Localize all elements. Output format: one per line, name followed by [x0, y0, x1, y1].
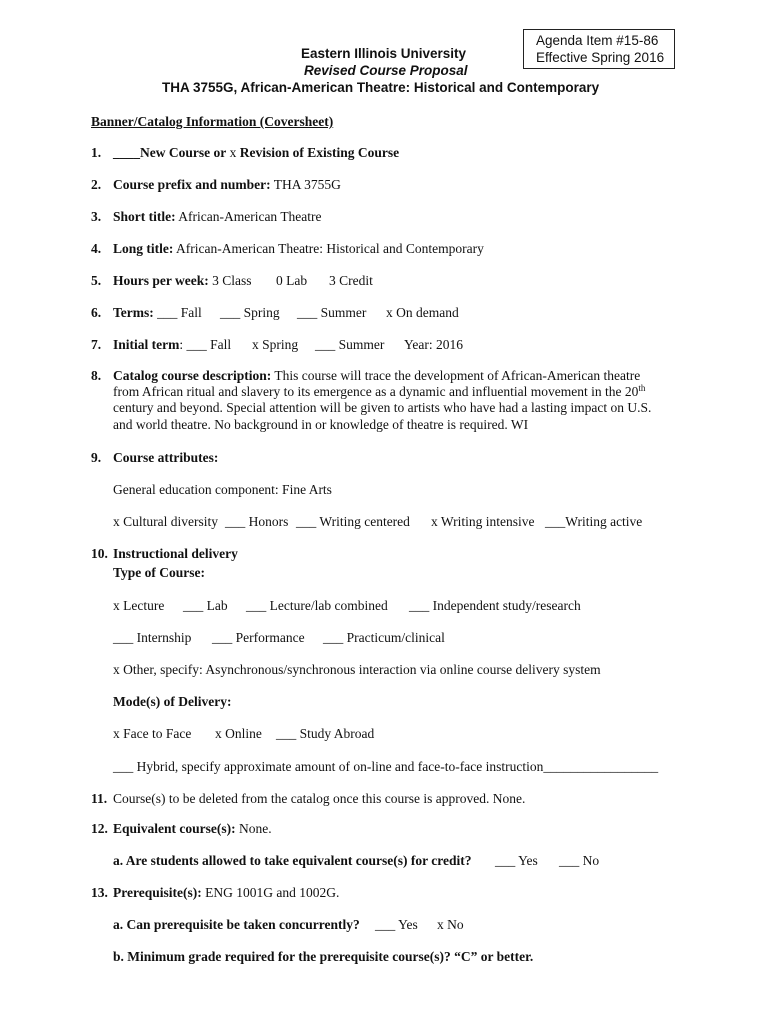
proposal-title: Revised Course Proposal: [304, 63, 468, 78]
equivalent-courses: Equivalent course(s): None.: [113, 821, 272, 836]
item-course-prefix: Course prefix and number: THA 3755G: [113, 177, 341, 192]
terms-summer: ___ Summer: [297, 305, 367, 320]
item-new-or-revision: ____New Course or x Revision of Existing Course: [113, 145, 400, 160]
university-name: Eastern Illinois University: [301, 46, 467, 61]
modes-of-delivery-label: Mode(s) of Delivery:: [113, 694, 232, 709]
equivalent-credit-no: ___ No: [559, 853, 600, 868]
mode-online: x Online: [215, 726, 262, 741]
terms-spring: ___ Spring: [220, 305, 280, 320]
mode-study-abroad: ___ Study Abroad: [276, 726, 375, 741]
course-attributes-label: Course attributes:: [113, 450, 219, 465]
type-of-course-label: Type of Course:: [113, 565, 205, 580]
item-number: 9.: [91, 450, 102, 465]
type-performance: ___ Performance: [212, 630, 305, 645]
item-hours-label: Hours per week: 3 Class: [113, 273, 252, 288]
attr-writing-intensive: x Writing intensive: [431, 514, 535, 529]
prereq-concurrent-no: x No: [437, 917, 464, 932]
terms-on-demand: x On demand: [386, 305, 459, 320]
item-number: 11.: [91, 791, 108, 806]
initial-term-year: Year: 2016: [404, 337, 464, 352]
item-short-title: Short title: African-American Theatre: [113, 209, 322, 224]
hours-lab: 0 Lab: [276, 273, 308, 288]
type-lab: ___ Lab: [183, 598, 228, 613]
mode-hybrid: ___ Hybrid, specify approximate amount of on-line and face-to-face instruction_________________: [113, 759, 659, 774]
agenda-box: [523, 29, 675, 69]
type-lecture-lab: ___ Lecture/lab combined: [246, 598, 388, 613]
item-number: 13.: [91, 885, 108, 900]
initial-term-summer: ___ Summer: [315, 337, 385, 352]
item-number: 2.: [91, 177, 102, 192]
item-number: 12.: [91, 821, 108, 836]
attr-cultural-diversity: x Cultural diversity: [113, 514, 218, 529]
type-independent-study: ___ Independent study/research: [409, 598, 581, 613]
type-other: x Other, specify: Asynchronous/synchronous interaction via online course delivery system: [113, 662, 601, 677]
equivalent-credit-question: a. Are students allowed to take equivalent course(s) for credit?: [113, 853, 472, 868]
prereq-minimum-grade: b. Minimum grade required for the prerequisite course(s)? “C” or better.: [113, 949, 534, 964]
item-terms-label: Terms: ___ Fall: [113, 305, 202, 320]
instructional-delivery-label: Instructional delivery: [113, 546, 238, 561]
courses-deleted: Course(s) to be deleted from the catalog once this course is approved. None.: [113, 791, 526, 806]
type-lecture: x Lecture: [113, 598, 165, 613]
agenda-effective-term: Effective Spring 2016: [536, 50, 665, 65]
item-number: 4.: [91, 241, 102, 256]
initial-term-spring: x Spring: [252, 337, 299, 352]
item-number: 10.: [91, 546, 108, 561]
attr-writing-centered: ___ Writing centered: [296, 514, 410, 529]
item-number: 6.: [91, 305, 102, 320]
agenda-item-number: Agenda Item #15-86: [536, 33, 659, 48]
prerequisites: Prerequisite(s): ENG 1001G and 1002G.: [113, 885, 340, 900]
item-initial-term-label: Initial term: ___ Fall: [113, 337, 232, 352]
item-number: 5.: [91, 273, 102, 288]
type-internship: ___ Internship: [113, 630, 192, 645]
equivalent-credit-yes: ___ Yes: [495, 853, 538, 868]
prereq-concurrent-yes: ___ Yes: [375, 917, 418, 932]
attr-writing-active: ___Writing active: [545, 514, 643, 529]
item-number: 1.: [91, 145, 102, 160]
attr-honors: ___ Honors: [225, 514, 289, 529]
item-number: 7.: [91, 337, 102, 352]
item-number: 3.: [91, 209, 102, 224]
catalog-description: Catalog course description: This course will trace the development of African-American theatre from African ritual and slavery to its emergence as a dynamic and influential movement in the 20th century and beyond. Special attention will be given to artists who have had a lasting impact on U.S. and world theatre. No background in or knowledge of theatre is required. WI: [113, 368, 652, 432]
type-practicum: ___ Practicum/clinical: [323, 630, 445, 645]
mode-face-to-face: x Face to Face: [113, 726, 192, 741]
gen-ed-component: General education component: Fine Arts: [113, 482, 332, 497]
item-number: 8.: [91, 368, 102, 383]
course-title: THA 3755G, African-American Theatre: Historical and Contemporary: [162, 80, 600, 95]
section-heading: Banner/Catalog Information (Coversheet): [91, 114, 334, 129]
item-long-title: Long title: African-American Theatre: Historical and Contemporary: [113, 241, 484, 256]
prereq-concurrent-question: a. Can prerequisite be taken concurrently?: [113, 917, 360, 932]
hours-credit: 3 Credit: [329, 273, 373, 288]
